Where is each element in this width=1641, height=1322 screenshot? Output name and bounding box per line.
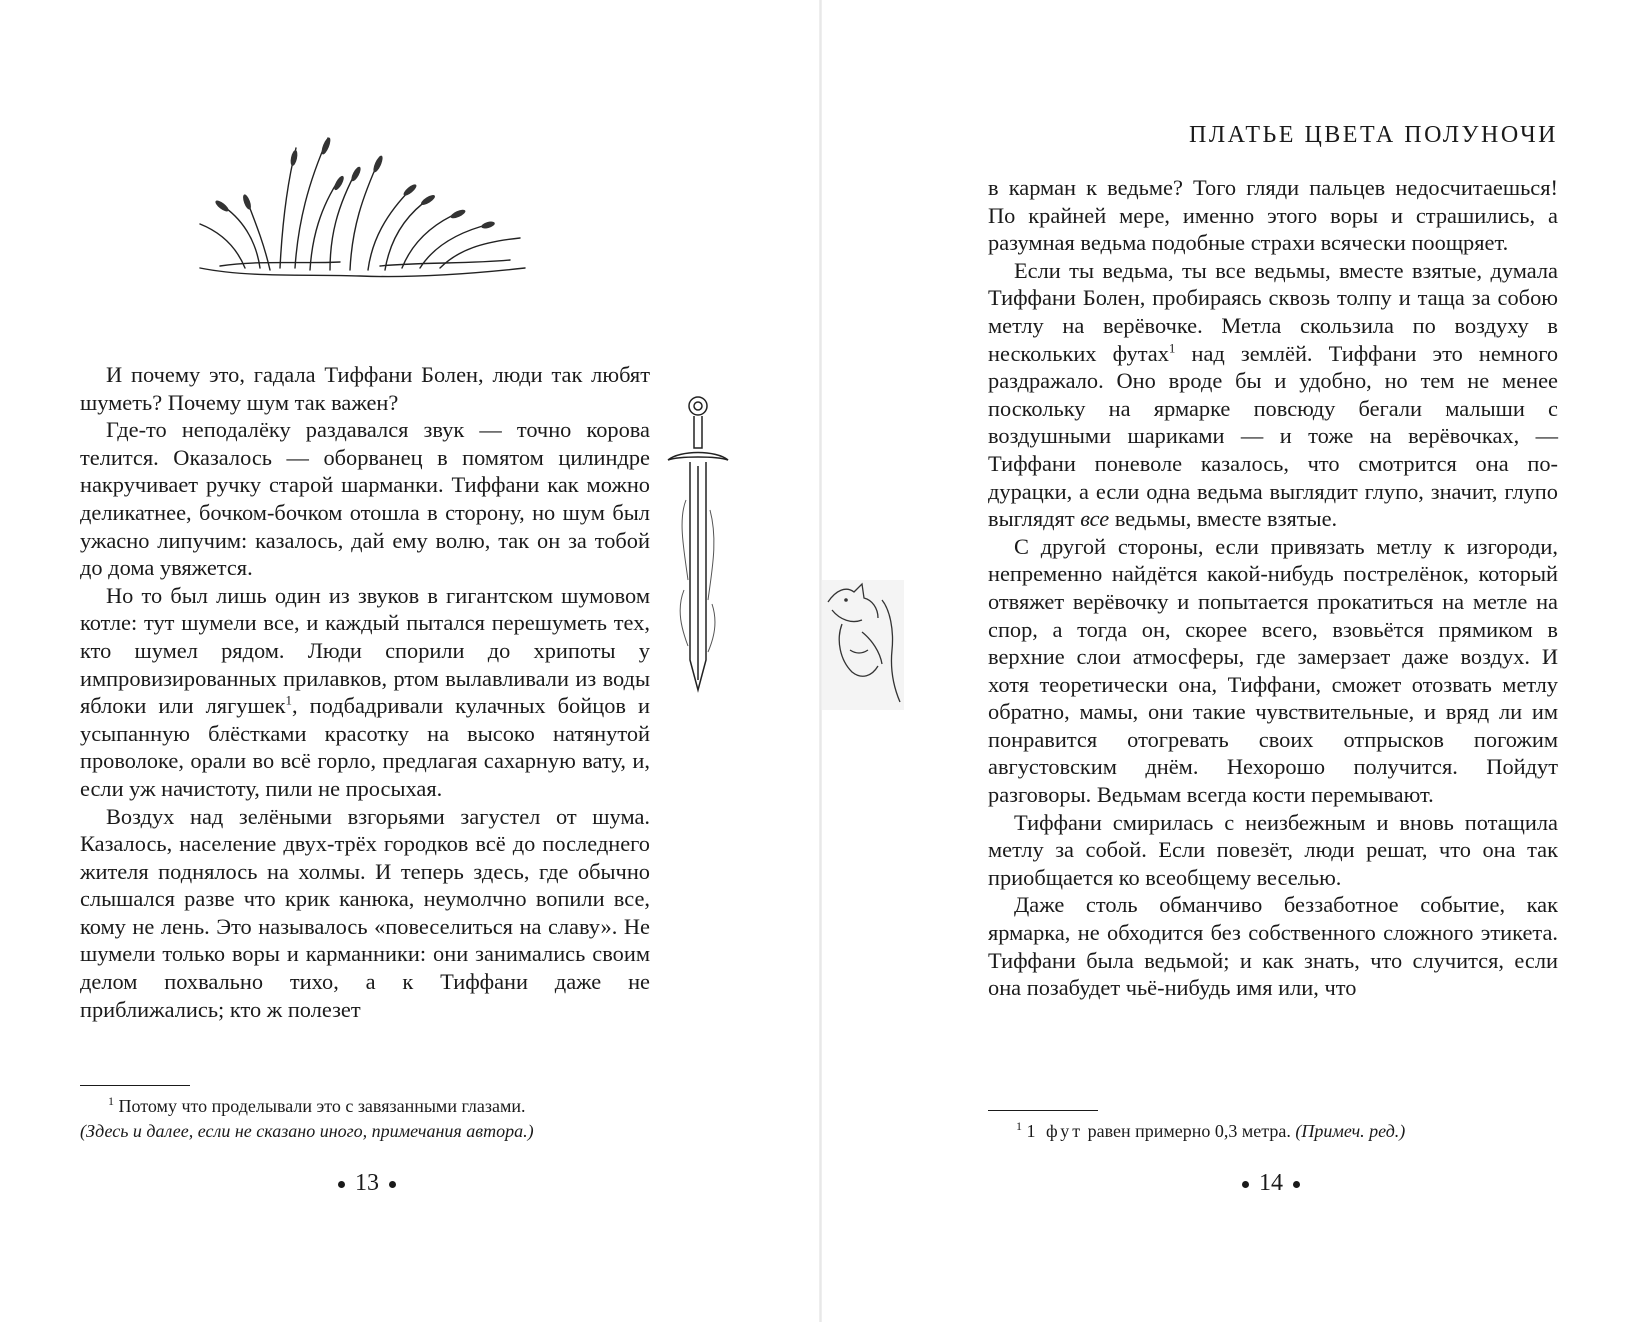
left-body-text (80, 361, 650, 1023)
bullet-icon (389, 1181, 396, 1188)
footnote-text: равен примерно 0,3 метра. (1083, 1121, 1296, 1141)
paragraph: Даже столь обманчиво беззаботное событие, как ярмарка, не обходится без собственного сложного этикета. Тиффани была ведьмой; и как знать, что случится, если она позабудет чьё-нибудь имя или, что (988, 892, 1558, 1001)
right-footnote (988, 1119, 1568, 1144)
creature-illustration (822, 580, 904, 710)
page-number-14 (1232, 1170, 1310, 1197)
right-page (822, 0, 1641, 1322)
sword-illustration (660, 390, 736, 710)
footnote-italic: (Здесь и далее, если не сказано иного, примечания автора.) (80, 1121, 534, 1141)
paragraph: Воздух над зелёными взгорьями загустел от шума. Казалось, население двух-трёх городков всё до последнего жителя поднялось на холмы. И теперь здесь, где обычно слышался разве что крик канюка, неумолчно вопили все, кому не лень. Это называлось «повеселиться на славу». Не шумели только воры и карманники: они занимались своим делом похвально тихо, а к Тиффани даже не приближались; кто ж полезет (80, 803, 650, 1022)
footnote-number: 1 (108, 1094, 114, 1108)
paragraph: С другой стороны, если привязать метлу к изгороди, непременно найдётся какой-нибудь пострелёнок, который отвяжет верёвочку и попытается прокатиться на метле на спор, а тогда он, скорее всего, взовьётся прямиком в верхние слои атмосферы, где замерзает даже воздух. И хотя теоретически она, Тиффани, сможет отозвать метлу обратно, мамы, они такие чувствительные, и вряд ли им понравится отогревать своих отпрысков погожим августовским днём. Нехорошо получится. Пойдут разговоры. Ведьмам всегда кости перемывают. (988, 533, 1558, 808)
bullet-icon (338, 1181, 345, 1188)
bullet-icon (1242, 1181, 1249, 1188)
left-page (0, 0, 819, 1322)
page-number-13 (328, 1170, 406, 1197)
footnote-text: Потому что проделывали это с завязанными глазами. (118, 1096, 526, 1116)
paragraph-text: Если ты ведьма, ты все ведьмы, вместе взятые, думала Тиффани Болен, пробираясь сквозь толпу и таща за собою метлу на верёвочке. Метла скользила по воздуху в нескольких футах (988, 257, 1558, 366)
paragraph-text: , подбадривали кулачных бойцов и усыпанную блёстками красотку на высоко натянутой проволоке, орали во всё горло, предлагая сахарную вату, и, если уж начистоту, пили не просыхая. (80, 693, 651, 801)
paragraph: И почему это, гадала Тиффани Болен, люди так любят шуметь? Почему шум так важен? (80, 362, 650, 415)
paragraph-text: над землёй. Тиффани это немного раздражало. Оно вроде бы и удобно, но тем не менее поскольку на ярмарке повсюду бегали малыши с воздушными шариками — и тоже на верёвочках, — Тиффани поневоле казалось, что смотрится она по-дурацки, а если одна ведьма выглядит глупо, значит, глупо выглядят (988, 340, 1559, 532)
right-body-text (988, 174, 1558, 1002)
footnote-divider (988, 1110, 1098, 1111)
page-number: 13 (355, 1170, 379, 1196)
page-number: 14 (1259, 1170, 1283, 1196)
bullet-icon (1293, 1181, 1300, 1188)
running-head: ПЛАТЬЕ ЦВЕТА ПОЛУНОЧИ (1189, 122, 1558, 148)
paragraph-text: ведьмы, вместе взятые. (1109, 506, 1338, 532)
paragraph-text: Но то был лишь один из звуков в гигантском шумовом котле: тут шумели все, и каждый пытался перешуметь тех, кто шумел рядом. Люди спорили до хрипоты у импровизированных прилавков, ртом вылавливали из воды яблоки или лягушек (80, 582, 650, 719)
paragraph: Где-то неподалёку раздавался звук — точно корова телится. Оказалось — оборванец в помятом цилиндре накручивает ручку старой шарманки. Тиффани как можно деликатнее, бочком-бочком отошла в сторону, но шум был ужасно липучим: казалось, дай ему волю, так он за тобой до дома увяжется. (80, 417, 650, 581)
left-footnote (80, 1094, 660, 1144)
footnote-ref[interactable]: 1 (285, 692, 293, 708)
footnote-italic: (Примеч. ред.) (1295, 1121, 1406, 1141)
grass-illustration (190, 128, 540, 288)
footnote-term: 1 фут (1026, 1121, 1084, 1141)
paragraph: в карман к ведьме? Того гляди пальцев недосчитаешься! По крайней мере, именно этого воры и страшились, а разумная ведьма подобные страхи всячески поощряет. (988, 175, 1558, 256)
footnote-number: 1 (1016, 1119, 1022, 1133)
paragraph (80, 582, 650, 803)
paragraph: Тиффани смирилась с неизбежным и вновь потащила метлу за собой. Если повезёт, люди решат, что она так приобщается ко всеобщему веселью. (988, 809, 1558, 890)
paragraph (988, 257, 1558, 533)
footnote-ref[interactable]: 1 (1168, 340, 1176, 356)
footnote-divider (80, 1085, 190, 1086)
emphasis: все (1080, 506, 1110, 532)
